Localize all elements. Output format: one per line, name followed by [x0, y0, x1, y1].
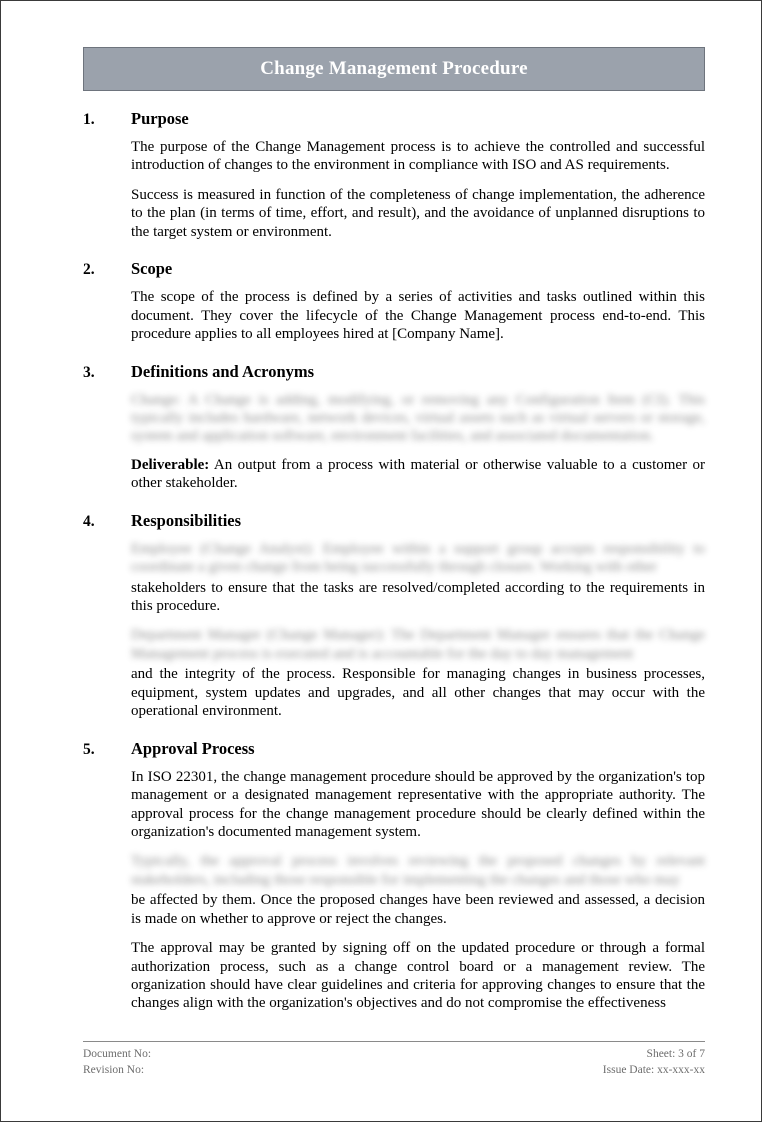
- sheet-number: Sheet: 3 of 7: [646, 1048, 705, 1060]
- deliverable-text: An output from a process with material or otherwise valuable to a customer or other stakeholder.: [131, 456, 705, 492]
- section-approval-process-heading: [83, 739, 705, 759]
- section-title: Scope: [131, 259, 173, 279]
- paragraph: The approval may be granted by signing off on the updated procedure or through a formal authorization process, such as a change control board or a management review. The organization should have clear guidelines and criteria for approving changes to ensure that the changes align with the organization's objectives and do not compromise the effectiveness: [131, 940, 705, 1012]
- document-no-label: Document No:: [83, 1048, 152, 1060]
- paragraph: The scope of the process is defined by a series of activities and tasks outlined within this document. They cover the lifecycle of the Change Management process end-to-end. This procedure applies to all employees hired at [Company Name].: [131, 289, 705, 343]
- page-title: Change Management Procedure: [260, 58, 528, 79]
- section-scope-body: [131, 288, 705, 343]
- section-number: 3.: [83, 363, 95, 381]
- section-title: Responsibilities: [131, 510, 242, 530]
- section-definitions-heading: [83, 362, 705, 382]
- document-content: [83, 1, 705, 1013]
- section-definitions-body: [131, 391, 705, 493]
- page-footer: [83, 1041, 705, 1078]
- section-purpose-body: [131, 138, 705, 241]
- section-purpose-heading: [83, 109, 705, 129]
- deliverable-label: Deliverable:: [131, 456, 210, 473]
- section-scope-heading: [83, 259, 705, 279]
- paragraph: stakeholders to ensure that the tasks are resolved/completed according to the requirements in this procedure.: [131, 579, 705, 614]
- section-title: Purpose: [131, 109, 189, 128]
- section-approval-process-body: [131, 768, 705, 1013]
- section-number: 4.: [83, 512, 95, 530]
- document-title-banner: [83, 47, 705, 91]
- redacted-paragraph: Department Manager (Change Manager): The Department Manager ensures that the Change Management process is executed and is accountable for the day to day management: [131, 627, 705, 662]
- paragraph: Success is measured in function of the completeness of change implementation, the adherence to the plan (in terms of time, effort, and result), and the avoidance of unplanned disruptions to the target system or environment.: [131, 186, 705, 240]
- paragraph: In ISO 22301, the change management procedure should be approved by the organization's top management or a designated management representative with the appropriate authority. The approval process for the change management procedure should be clearly defined within the organization's documented management system.: [131, 768, 705, 840]
- section-responsibilities-heading: [83, 511, 705, 531]
- footer-row-bottom: [83, 1063, 705, 1079]
- footer-row-top: [83, 1047, 705, 1063]
- deliverable-definition: [131, 456, 705, 493]
- paragraph: and the integrity of the process. Responsible for managing changes in business processes, equipment, system updates and upgrades, and all other changes that may occur with the operational environment.: [131, 666, 705, 720]
- section-scope: [83, 259, 705, 343]
- section-definitions: [83, 362, 705, 493]
- section-title: Definitions and Acronyms: [131, 361, 315, 381]
- redacted-paragraph: Typically, the approval process involves reviewing the proposed changes by relevant stakeholders, including those responsible for implementing the changes and those who may: [131, 853, 705, 888]
- section-purpose: [83, 109, 705, 241]
- section-responsibilities: [83, 511, 705, 721]
- redacted-paragraph: Employee (Change Analyst): Employee within a support group accepts responsibility to coordinate a given change from being successfully through closure. Working with other: [131, 540, 705, 576]
- section-title: Approval Process: [131, 738, 255, 758]
- issue-date: Issue Date: xx-xxx-xx: [602, 1063, 705, 1076]
- section-number: 2.: [83, 261, 95, 279]
- section-responsibilities-body: [131, 540, 705, 721]
- revision-no-label: Revision No:: [83, 1063, 145, 1076]
- section-number: 5.: [83, 740, 95, 758]
- section-number: 1.: [83, 111, 95, 128]
- paragraph: The purpose of the Change Management process is to achieve the controlled and successful introduction of changes to the environment in compliance with ISO and AS requirements.: [131, 139, 705, 174]
- redacted-paragraph: Change: A Change is adding, modifying, or removing any Configuration Item (CI). This typically includes hardware, network devices, virtual assets such as virtual servers or storage, system and application software, environment facilities, and associated documentation.: [131, 391, 705, 445]
- paragraph: be affected by them. Once the proposed changes have been reviewed and assessed, a decision is made on whether to approve or reject the changes.: [131, 892, 705, 927]
- section-approval-process: [83, 739, 705, 1013]
